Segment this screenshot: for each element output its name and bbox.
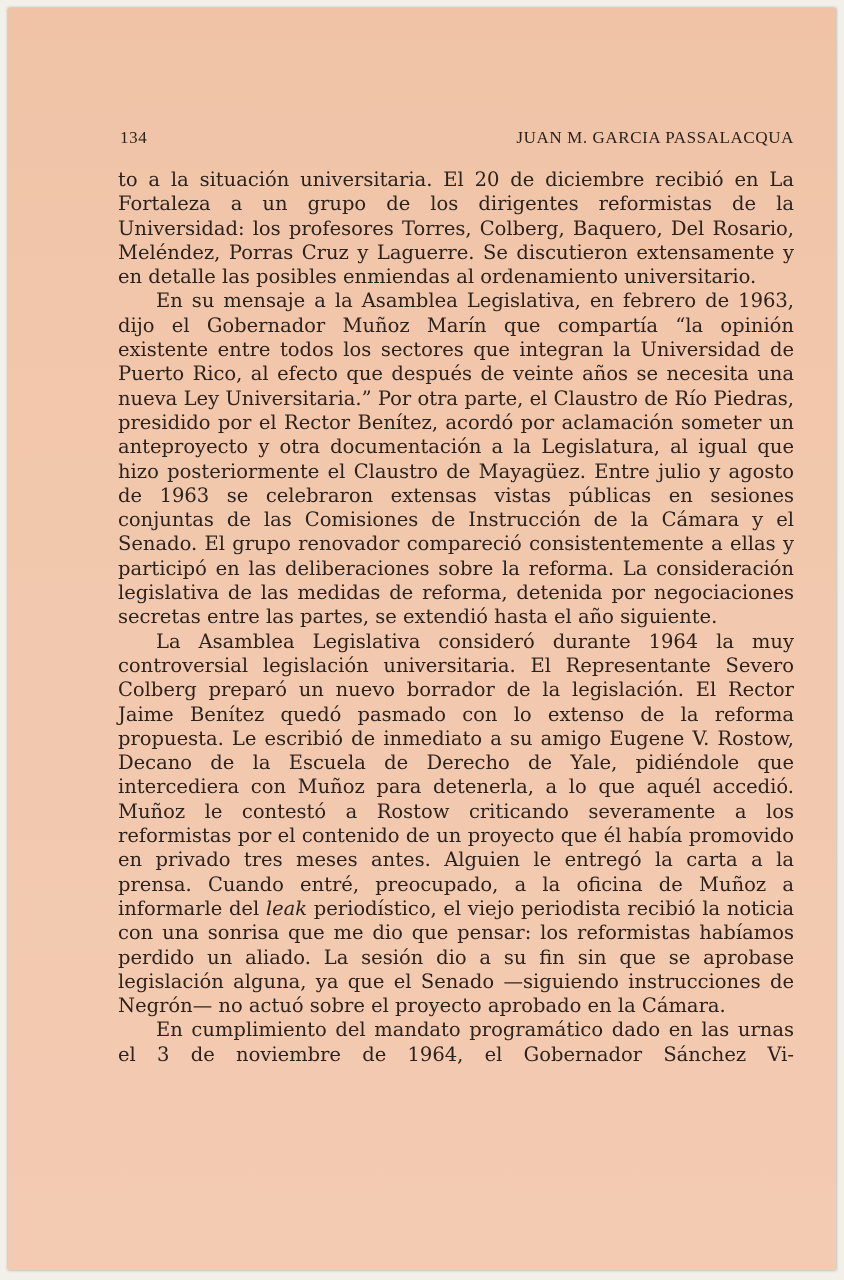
paragraph-3-text-b: periodístico, el viejo periodista recibió la noticia con una sonrisa que me dio que pensar: los reformistas habíamos perdido un aliado. La sesión dio a su fin sin que se aprobase legislación alguna, ya que el Senado —siguiendo instrucciones de Negrón— no actuó sobre el proyecto aprobado en la Cámara. — [118, 896, 794, 1018]
paragraph-3-text-a: La Asamblea Legislativa consideró durante 1964 la muy controversial legislación universitaria. El Representante Severo Colberg preparó un nuevo borrador de la legislación. El Rector Jaime Benítez quedó pasmado con lo extenso de la reforma propuesta. Le escribió de inmediato a su amigo Eugene V. Rostow, Decano de la Escuela de Derecho de Yale, pidiéndole que intercediera con Muñoz para detenerla, a lo que aquél accedió. Muñoz le contestó a Rostow criticando severamente a los reformistas por el contenido de un proyecto que él había promovido en privado tres meses antes. Alguien le entregó la carta a la prensa. Cuando entré, preocupado, a la oficina de Muñoz a informarle del — [118, 629, 794, 920]
paragraph-1: to a la situación universitaria. El 20 de diciembre recibió en La Fortaleza a un grupo de los dirigentes reformistas de la Universidad: los profesores Torres, Colberg, Baquero, Del Rosario, Meléndez, Porras Cruz y Laguerre. Se discutieron extensamente y en detalle las posibles enmiendas al ordenamiento universitario. — [118, 168, 794, 289]
book-page — [8, 8, 836, 1270]
body-text — [118, 168, 794, 1067]
italic-leak-word: leak — [265, 896, 308, 920]
page-header — [120, 128, 794, 152]
page-number: 134 — [120, 128, 148, 147]
running-head: JUAN M. GARCIA PASSALACQUA — [516, 128, 794, 147]
paragraph-3 — [118, 630, 794, 1019]
paragraph-2: En su mensaje a la Asamblea Legislativa, en febrero de 1963, dijo el Gobernador Muñoz Marín que compartía “la opinión existente entre todos los sectores que integran la Universidad de Puerto Rico, al efecto que después de veinte años se necesita una nueva Ley Universitaria.” Por otra parte, el Claustro de Río Piedras, presidido por el Rector Benítez, acordó por aclamación someter un anteproyecto y otra documentación a la Legislatura, al igual que hizo posteriormente el Claustro de Mayagüez. Entre julio y agosto de 1963 se celebraron extensas vistas públicas en sesiones conjuntas de las Comisiones de Instrucción de la Cámara y el Senado. El grupo renovador compareció consistentemente a ellas y participó en las deliberaciones sobre la reforma. La consideración legislativa de las medidas de reforma, detenida por negociaciones secretas entre las partes, se extendió hasta el año siguiente. — [118, 289, 794, 629]
paragraph-4: En cumplimiento del mandato programático dado en las urnas el 3 de noviembre de 1964, el Gobernador Sánchez Vi- — [118, 1018, 794, 1066]
